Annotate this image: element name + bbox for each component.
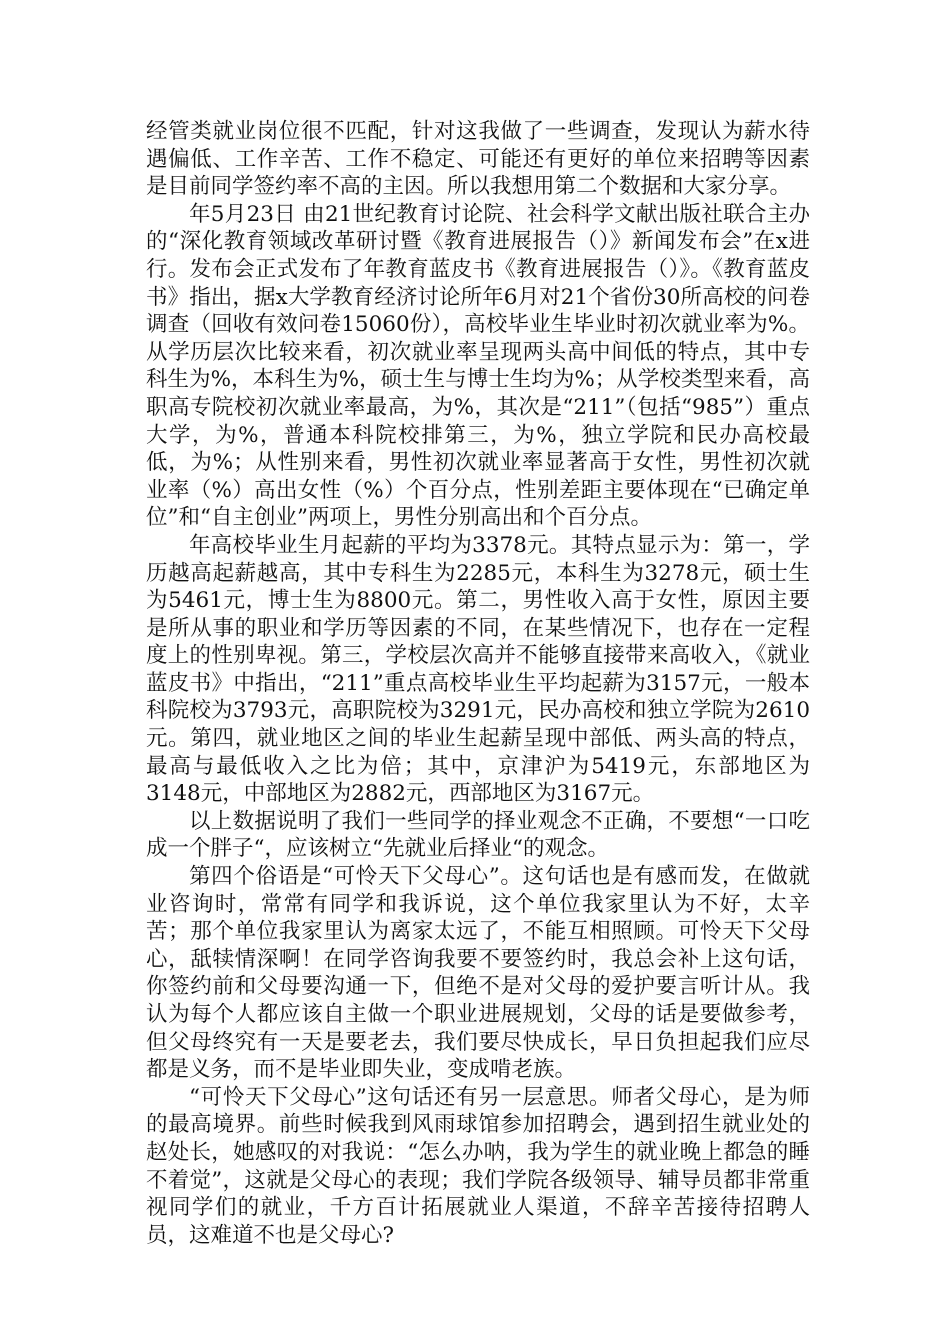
- paragraph-career-view: 以上数据说明了我们一些同学的择业观念不正确，不要想“一口吃成一个胖子“，应该树立“先就业后择业“的观念。: [146, 808, 810, 862]
- document-body: [146, 118, 810, 1249]
- paragraph-parents-heart: “可怜天下父母心”这句话还有另一层意思。师者父母心，是为师的最高境界。前些时候我到风雨球馆参加招聘会，遇到招生就业处的赵处长，她感叹的对我说：“怎么办呐，我为学生的就业晚上都急的睡不着觉”，这就是父母心的表现；我们学院各级领导、辅导员都非常重视同学们的就业，千方百计拓展就业人渠道，不辞辛苦接待招聘人员，这难道不也是父母心?: [146, 1084, 810, 1248]
- paragraph-starting-salary: 年高校毕业生月起薪的平均为3378元。其特点显示为：第一，学历越高起薪越高，其中专科生为2285元，本科生为3278元，硕士生为5461元，博士生为8800元。第二，男性收入高于女性，原因主要是所从事的职业和学历等因素的不同，在某些情况下，也存在一定程度上的性别卑视。第三，学校层次高并不能够直接带来高收入，《就业蓝皮书》中指出，“211”重点高校毕业生平均起薪为3157元，一般本科院校为3793元，高职院校为3291元，民办高校和独立学院为2610元。第四，就业地区之间的毕业生起薪呈现中部低、两头高的特点，最高与最低收入之比为倍；其中，京津沪为5419元，东部地区为3148元，中部地区为2882元，西部地区为3167元。: [146, 532, 810, 807]
- paragraph-continuation: 经管类就业岗位很不匹配，针对这我做了一些调查，发现认为薪水待遇偏低、工作辛苦、工作不稳定、可能还有更好的单位来招聘等因素是目前同学签约率不高的主因。所以我想用第二个数据和大家分享。: [146, 119, 810, 200]
- paragraph-education-report: 年5月23日 由21世纪教育讨论院、社会科学文献出版社联合主办的“深化教育领域改革研讨暨《教育进展报告（）》新闻发布会”在x进行。发布会正式发布了年教育蓝皮书《教育进展报告（）》。《教育蓝皮书》指出，据x大学教育经济讨论所年6月对21个省份30所高校的问卷调查（回收有效问卷15060份），高校毕业生毕业时初次就业率为%。从学历层次比较来看，初次就业率呈现两头高中间低的特点，其中专科生为%，本科生为%，硕士生与博士生均为%；从学校类型来看，高职高专院校初次就业率最高，为%，其次是“211”（包括“985”）重点大学，为%，普通本科院校排第三，为%，独立学院和民办高校最低，为%；从性别来看，男性初次就业率显著高于女性，男性初次就业率（%）高出女性（%）个百分点，性别差距主要体现在“已确定单位”和“自主创业”两项上，男性分别高出和个百分点。: [146, 201, 810, 531]
- paragraph-fourth-proverb: 第四个俗语是“可怜天下父母心”。这句话也是有感而发，在做就业咨询时，常常有同学和我诉说，这个单位我家里认为不好，太辛苦；那个单位我家里认为离家太远了，不能互相照顾。可怜天下父母心，舐犊情深啊！在同学咨询我要不要签约时，我总会补上这句话，你签约前和父母要沟通一下，但绝不是对父母的爱护要言听计从。我认为每个人都应该自主做一个职业进展规划，父母的话是要做参考，但父母终究有一天是要老去，我们要尽快成长，早日负担起我们应尽都是义务，而不是毕业即失业，变成啃老族。: [146, 864, 810, 1083]
